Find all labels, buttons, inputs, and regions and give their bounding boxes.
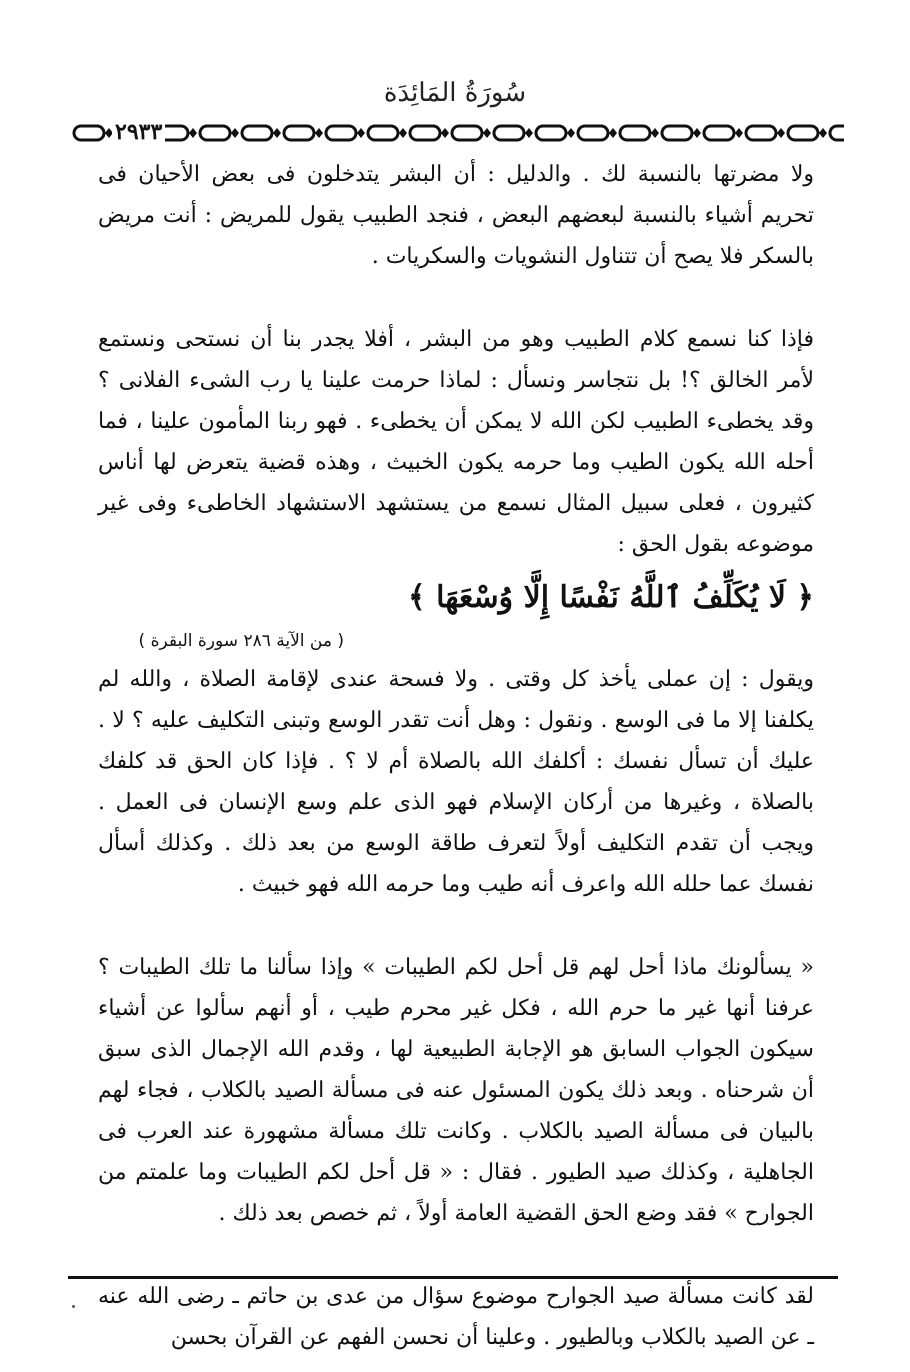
ornament-link (746, 126, 776, 140)
running-header-surah-title: سُورَةُ المَائِدَة (383, 78, 527, 108)
paragraph-1: ولا مضرتها بالنسبة لك . والدليل : أن البشر يتدخلون فى بعض الأحيان فى تحريم أشياء بالنسبة لبعضهم البعض ، فنجد الطبيب يقول للمريض : أنت مريض بالسكر فلا يصح أن تتناول النشويات والسكريات . (98, 162, 814, 269)
ornamental-border (72, 120, 844, 146)
ornament-diamond (735, 128, 743, 138)
ornament-diamond (609, 128, 617, 138)
verse-reference: ( من الآية ٢٨٦ سورة البقرة ) (138, 631, 344, 651)
ornament-link (242, 126, 272, 140)
body-text (98, 154, 814, 1358)
paragraph-4: « يسألونك ماذا أحل لهم قل أحل لكم الطيبات » وإذا سألنا ما تلك الطيبات ؟ عرفنا أنها غير ما حرم الله ، فكل غير محرم طيب ، أو أنهم سألوا عن أشياء سيكون الجواب السابق هو الإجابة الطبيعية لها ، وقدم الله الإجمال الذى سبق أن شرحناه . وبعد ذلك يكون المسئول عنه فى مسألة الصيد بالكلاب ، فجاء لهم بالبيان فى مسألة الصيد بالكلاب . وكانت تلك مسألة مشهورة عند العرب فى الجاهلية ، وكذلك صيد الطيور . فقال : « قل أحل لكم الطيبات وما علمتم من الجوارح » فقد وضع الحق القضية العامة أولاً ، ثم خصص بعد ذلك . (98, 955, 814, 1226)
ornament-diamond (693, 128, 701, 138)
ornament-link (536, 126, 566, 140)
ornament-link (74, 126, 104, 140)
ornament-diamond (441, 128, 449, 138)
ornament-link (452, 126, 482, 140)
ornament-diamond (819, 128, 827, 138)
ornament-diamond (777, 128, 785, 138)
quran-verse: ﴿ لَا يُكَلِّفُ ٱللَّهُ نَفْسًا إِلَّا وُسْعَهَا ﴾ (408, 580, 814, 615)
page-number: ٢٩٣٣ (112, 119, 165, 145)
ornament-link (704, 126, 734, 140)
ornament-diamond (357, 128, 365, 138)
ornament-link (788, 126, 818, 140)
ornament-diamond (483, 128, 491, 138)
ornament-diamond (567, 128, 575, 138)
ornament-link (200, 126, 230, 140)
ornament-link (410, 126, 440, 140)
ornament-diamond (651, 128, 659, 138)
footer-rule (68, 1276, 838, 1279)
print-speck (72, 1305, 75, 1308)
ornament-link (830, 126, 844, 140)
ornament-diamond (525, 128, 533, 138)
ornament-link (284, 126, 314, 140)
ornament-diamond (315, 128, 323, 138)
ornament-link (578, 126, 608, 140)
ornament-link (620, 126, 650, 140)
ornament-link (326, 126, 356, 140)
ornament-diamond (399, 128, 407, 138)
ornament-diamond (273, 128, 281, 138)
ornament-link (368, 126, 398, 140)
paragraph-3: ويقول : إن عملى يأخذ كل وقتى . ولا فسحة عندى لإقامة الصلاة ، والله لم يكلفنا إلا ما فى الوسع . ونقول : وهل أنت تقدر الوسع وتبنى التكليف عليه ؟ لا . عليك أن تسأل نفسك : أكلفك الله بالصلاة أم لا ؟ . فإذا كان الحق قد كلفك بالصلاة ، وغيرها من أركان الإسلام فهو الذى علم وسع الإنسان فى العمل . ويجب أن تقدم التكليف أولاً لتعرف طاقة الوسع من بعد ذلك . وكذلك أسأل نفسك عما حلله الله واعرف أنه طيب وما حرمه الله فهو خبيث . (98, 667, 814, 897)
ornament-diamond (231, 128, 239, 138)
paragraph-2: فإذا كنا نسمع كلام الطبيب وهو من البشر ، أفلا يجدر بنا أن نستحى ونستمع لأمر الخالق ؟! بل نتجاسر ونسأل : لماذا حرمت علينا يا رب الشىء الفلانى ؟ وقد يخطىء الطبيب لكن الله لا يمكن أن يخطىء . فهو ربنا المأمون علينا ، فما أحله الله يكون الطيب وما حرمه يكون الخبيث ، وهذه قضية يتعرض لها أناس كثيرون ، فعلى سبيل المثال نسمع من يستشهد الاستشهاد الخاطىء وفى غير موضوعه بقول الحق : (98, 327, 814, 557)
ornament-link (662, 126, 692, 140)
ornament-link (494, 126, 524, 140)
ornament-diamond (189, 128, 197, 138)
paragraph-5: لقد كانت مسألة صيد الجوارح موضوع سؤال من عدى بن حاتم ـ رضى الله عنه ـ عن الصيد بالكلاب وبالطيور . وعلينا أن نحسن الفهم عن القرآن بحسن (98, 1284, 814, 1350)
